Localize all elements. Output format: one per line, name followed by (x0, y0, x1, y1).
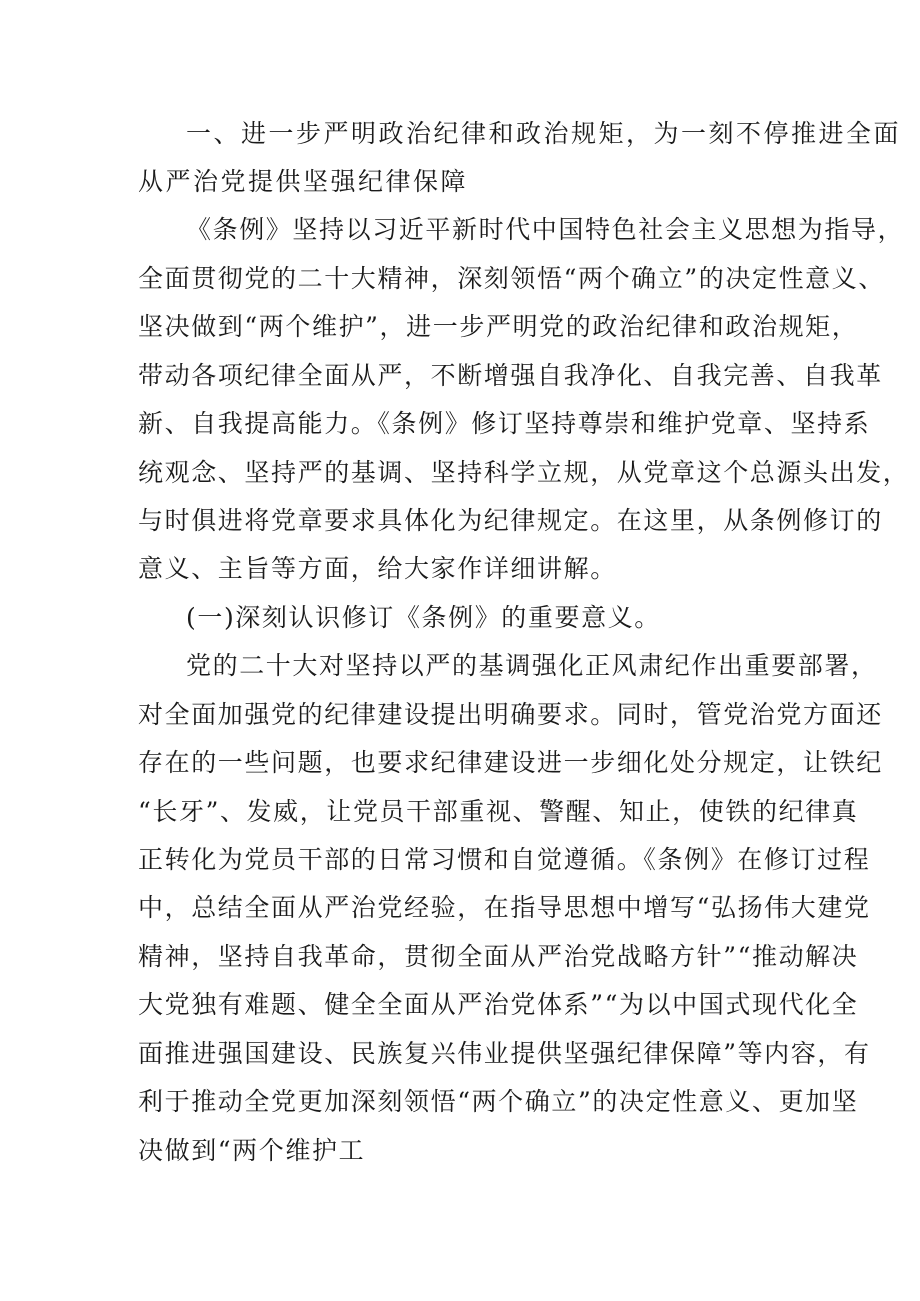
paragraph1-line: 与时俱进将党章要求具体化为纪律规定。在这里，从条例修订的 (138, 506, 883, 535)
paragraph2-line: 面推进强国建设、民族复兴伟业提供坚强纪律保障”等内容，有 (138, 1039, 871, 1068)
section-heading-line-2: 从严治党提供坚强纪律保障 (138, 167, 469, 196)
paragraph1-line: 坚决做到“两个维护”，进一步严明党的政治纪律和政治规矩， (138, 312, 859, 341)
paragraph1-line: 全面贯彻党的二十大精神，深刻领悟“两个确立”的决定性意义、 (138, 264, 885, 293)
paragraph1-line: 新、自我提高能力。《条例》修订坚持尊崇和维护党章、坚持系 (138, 409, 871, 438)
paragraph1-line: 《条例》坚持以习近平新时代中国特色社会主义思想为指导， (186, 215, 905, 244)
paragraph1-line: 带动各项纪律全面从严，不断增强自我净化、自我完善、自我革 (138, 361, 883, 390)
paragraph2-line: “长牙”、发威，让党员干部重视、警醒、知止，使铁的纪律真 (138, 797, 859, 826)
paragraph2-line: 中，总结全面从严治党经验，在指导思想中增写“弘扬伟大建党 (138, 893, 871, 922)
subheading: (一)深刻认识修订《条例》的重要意义。 (186, 603, 661, 632)
paragraph2-line: 对全面加强党的纪律建设提出明确要求。同时，管党治党方面还 (138, 700, 883, 729)
section-heading-line-1: 一、进一步严明政治纪律和政治规矩，为一刻不停推进全面 (186, 119, 902, 148)
paragraph2-line: 利于推动全党更加深刻领悟“两个确立”的决定性意义、更加坚 (138, 1087, 859, 1116)
paragraph2-line: 大党独有难题、健全全面从严治党体系”“为以中国式现代化全 (138, 990, 859, 1019)
paragraph2-line: 精神，坚持自我革命，贯彻全面从严治党战略方针”“推动解决 (138, 942, 859, 971)
paragraph2-line: 存在的一些问题，也要求纪律建设进一步细化处分规定，让铁纪 (138, 748, 883, 777)
paragraph1-line: 意义、主旨等方面，给大家作详细讲解。 (138, 554, 617, 583)
paragraph1-line: 统观念、坚持严的基调、坚持科学立规，从党章这个总源头出发， (138, 458, 910, 487)
paragraph2-line: 正转化为党员干部的日常习惯和自觉遵循。《条例》在修订过程 (138, 845, 871, 874)
paragraph2-line: 党的二十大对坚持以严的基调强化正风肃纪作出重要部署， (186, 651, 878, 680)
paragraph2-line: 决做到“两个维护工 (138, 1136, 366, 1165)
